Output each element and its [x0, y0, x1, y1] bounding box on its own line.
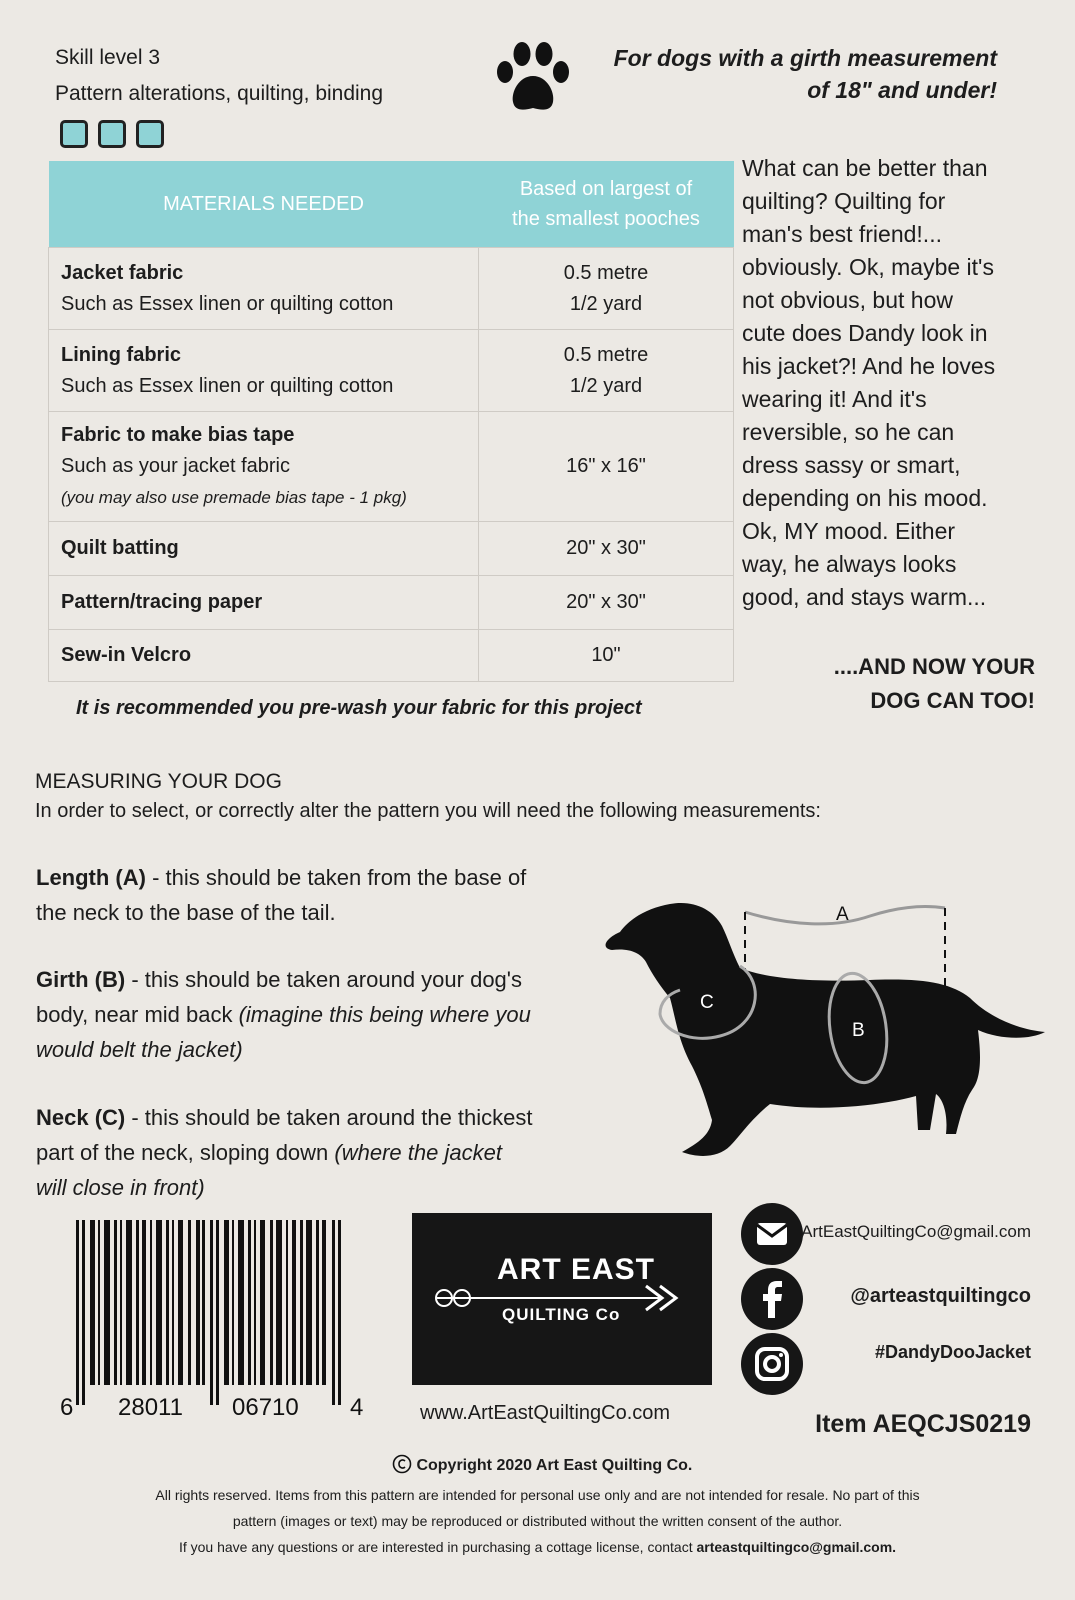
barcode-digits: 06710: [232, 1394, 299, 1420]
quantity: 1/2 yard: [569, 374, 643, 397]
blurb-line: What can be better than: [742, 155, 988, 181]
materials-table: [48, 161, 734, 682]
length-text: - this should be taken from the base of: [145, 865, 527, 890]
quantity: 0.5 metre: [563, 343, 649, 366]
material-cell: [49, 412, 479, 522]
prewash-note: It is recommended you pre-wash your fabric for this project: [76, 697, 642, 719]
logo-subtitle: QUILTING Co: [502, 1305, 621, 1324]
table-row: [49, 576, 734, 630]
girth-text: - this should be taken around your dog's: [125, 967, 522, 992]
neck-italic: will close in front): [36, 1175, 205, 1200]
copyright-text: Copyright 2020 Art East Quilting Co.: [416, 1457, 693, 1474]
blurb-line: cute does Dandy look in: [742, 320, 988, 346]
closing-line: ....AND NOW YOUR: [833, 654, 1035, 679]
quantity: 16" x 16": [566, 455, 646, 477]
copyright: [392, 1454, 692, 1475]
quantity: 20" x 30": [479, 576, 734, 630]
neck-text: part of the neck, sloping down: [36, 1140, 335, 1165]
neck-text: - this should be taken around the thickest: [125, 1105, 533, 1130]
table-row: [49, 522, 734, 576]
girth-italic: would belt the jacket): [36, 1037, 243, 1062]
legal-line: All rights reserved. Items from this pattern are intended for personal use only and are not intended for resale. No part of this: [155, 1487, 920, 1503]
neck-instruction: [36, 1100, 626, 1205]
tagline: [557, 42, 997, 106]
quantity: 0.5 metre: [563, 261, 649, 284]
girth-italic: (imagine this being where you: [238, 1002, 531, 1027]
blurb-line: not obvious, but how: [742, 287, 953, 313]
material-desc: Such as Essex linen or quilting cotton: [61, 292, 394, 315]
legal-line: pattern (images or text) may be reproduced or distributed without the written consent of the author.: [232, 1513, 843, 1529]
legal-email: arteastquiltingco@gmail.com.: [696, 1539, 897, 1555]
skill-box: [60, 120, 88, 148]
measuring-title: MEASURING YOUR DOG: [35, 770, 282, 793]
girth-label: Girth (B): [36, 967, 126, 992]
quantity-cell: [479, 330, 734, 412]
label-c: C: [700, 992, 714, 1013]
barcode: [60, 1220, 380, 1420]
blurb-line: depending on his mood.: [742, 485, 988, 511]
length-label: Length (A): [36, 865, 146, 890]
material-name: Quilt batting: [49, 522, 479, 576]
material-name: Fabric to make bias tape: [61, 424, 295, 446]
skill-box: [136, 120, 164, 148]
skill-box: [98, 120, 126, 148]
intro-blurb: [742, 152, 1042, 614]
material-desc: Such as your jacket fabric: [61, 455, 290, 477]
blurb-line: man's best friend!...: [742, 221, 942, 247]
blurb-line: Ok, MY mood. Either: [742, 518, 956, 544]
material-cell: [49, 330, 479, 412]
tagline-line: of 18" and under!: [807, 77, 997, 103]
blurb-line: quilting? Quilting for: [742, 188, 946, 214]
table-row: [49, 330, 734, 412]
neck-label: Neck (C): [36, 1105, 126, 1130]
header-col2-line: the smallest pooches: [512, 208, 700, 230]
quantity-cell: [479, 412, 734, 522]
materials-header-col1: MATERIALS NEEDED: [49, 161, 479, 248]
length-instruction: [36, 860, 626, 930]
quantity-cell: [479, 248, 734, 330]
girth-text: body, near mid back: [36, 1002, 239, 1027]
skill-boxes: [60, 120, 164, 148]
material-name: Jacket fabric: [61, 261, 184, 284]
closing-line: DOG CAN TOO!: [870, 688, 1035, 713]
blurb-line: his jacket?! And he loves: [742, 353, 996, 379]
blurb-line: wearing it! And it's: [742, 386, 927, 412]
materials-header-row: [49, 161, 734, 248]
material-cell: [49, 248, 479, 330]
barcode-bars: [76, 1220, 341, 1405]
skill-level: Skill level 3: [55, 46, 161, 69]
logo-wordmark: ART EAST: [497, 1253, 655, 1286]
quantity: 10": [479, 630, 734, 682]
table-row: [49, 412, 734, 522]
art-east-logo: [412, 1213, 712, 1385]
closing-callout: [834, 650, 1035, 718]
label-b: B: [852, 1020, 865, 1041]
instagram-icon: [741, 1333, 803, 1395]
blurb-line: reversible, so he can: [742, 419, 955, 445]
hashtag: #DandyDooJacket: [874, 1342, 1031, 1362]
dog-measurement-diagram: [600, 890, 1070, 1180]
legal-notice: [50, 1482, 1025, 1560]
quantity: 20" x 30": [479, 522, 734, 576]
label-a: A: [836, 904, 849, 925]
email-icon: [741, 1203, 803, 1265]
blurb-line: dress sassy or smart,: [742, 452, 961, 478]
item-number: Item AEQCJS0219: [815, 1410, 1031, 1438]
barcode-digit: 4: [350, 1394, 364, 1420]
blurb-line: way, he always looks: [742, 551, 957, 577]
skill-description: Pattern alterations, quilting, binding: [55, 82, 384, 105]
blurb-line: good, and stays warm...: [742, 584, 987, 610]
tagline-line: For dogs with a girth measurement: [613, 45, 997, 71]
email-address: ArtEastQuiltingCo@gmail.com: [801, 1222, 1031, 1241]
website-link: www.ArtEastQuiltingCo.com: [420, 1402, 671, 1424]
facebook-icon: [741, 1268, 803, 1330]
neck-italic: (where the jacket: [334, 1140, 502, 1165]
facebook-handle: @arteastquiltingco: [850, 1285, 1031, 1307]
blurb-line: obviously. Ok, maybe it's: [742, 254, 994, 280]
materials-header-col2: [479, 161, 734, 248]
material-desc: Such as Essex linen or quilting cotton: [61, 374, 394, 397]
legal-text: If you have any questions or are interested in purchasing a cottage license, contact: [178, 1539, 697, 1555]
header-col2-line: Based on largest of: [519, 178, 693, 200]
copyright-icon: [392, 1454, 412, 1474]
measuring-intro: In order to select, or correctly alter the pattern you will need the following measurements:: [35, 800, 821, 822]
material-name: Lining fabric: [61, 343, 181, 366]
table-row: [49, 248, 734, 330]
table-row: [49, 630, 734, 682]
girth-instruction: [36, 962, 626, 1067]
quantity: 1/2 yard: [569, 292, 643, 315]
length-text: the neck to the base of the tail.: [36, 900, 336, 925]
material-note: (you may also use premade bias tape - 1 pkg): [61, 488, 407, 507]
legal-line: [50, 1534, 1025, 1560]
barcode-digits: 28011: [118, 1394, 183, 1420]
material-name: Pattern/tracing paper: [49, 576, 479, 630]
material-name: Sew-in Velcro: [49, 630, 479, 682]
barcode-digit: 6: [60, 1394, 74, 1420]
